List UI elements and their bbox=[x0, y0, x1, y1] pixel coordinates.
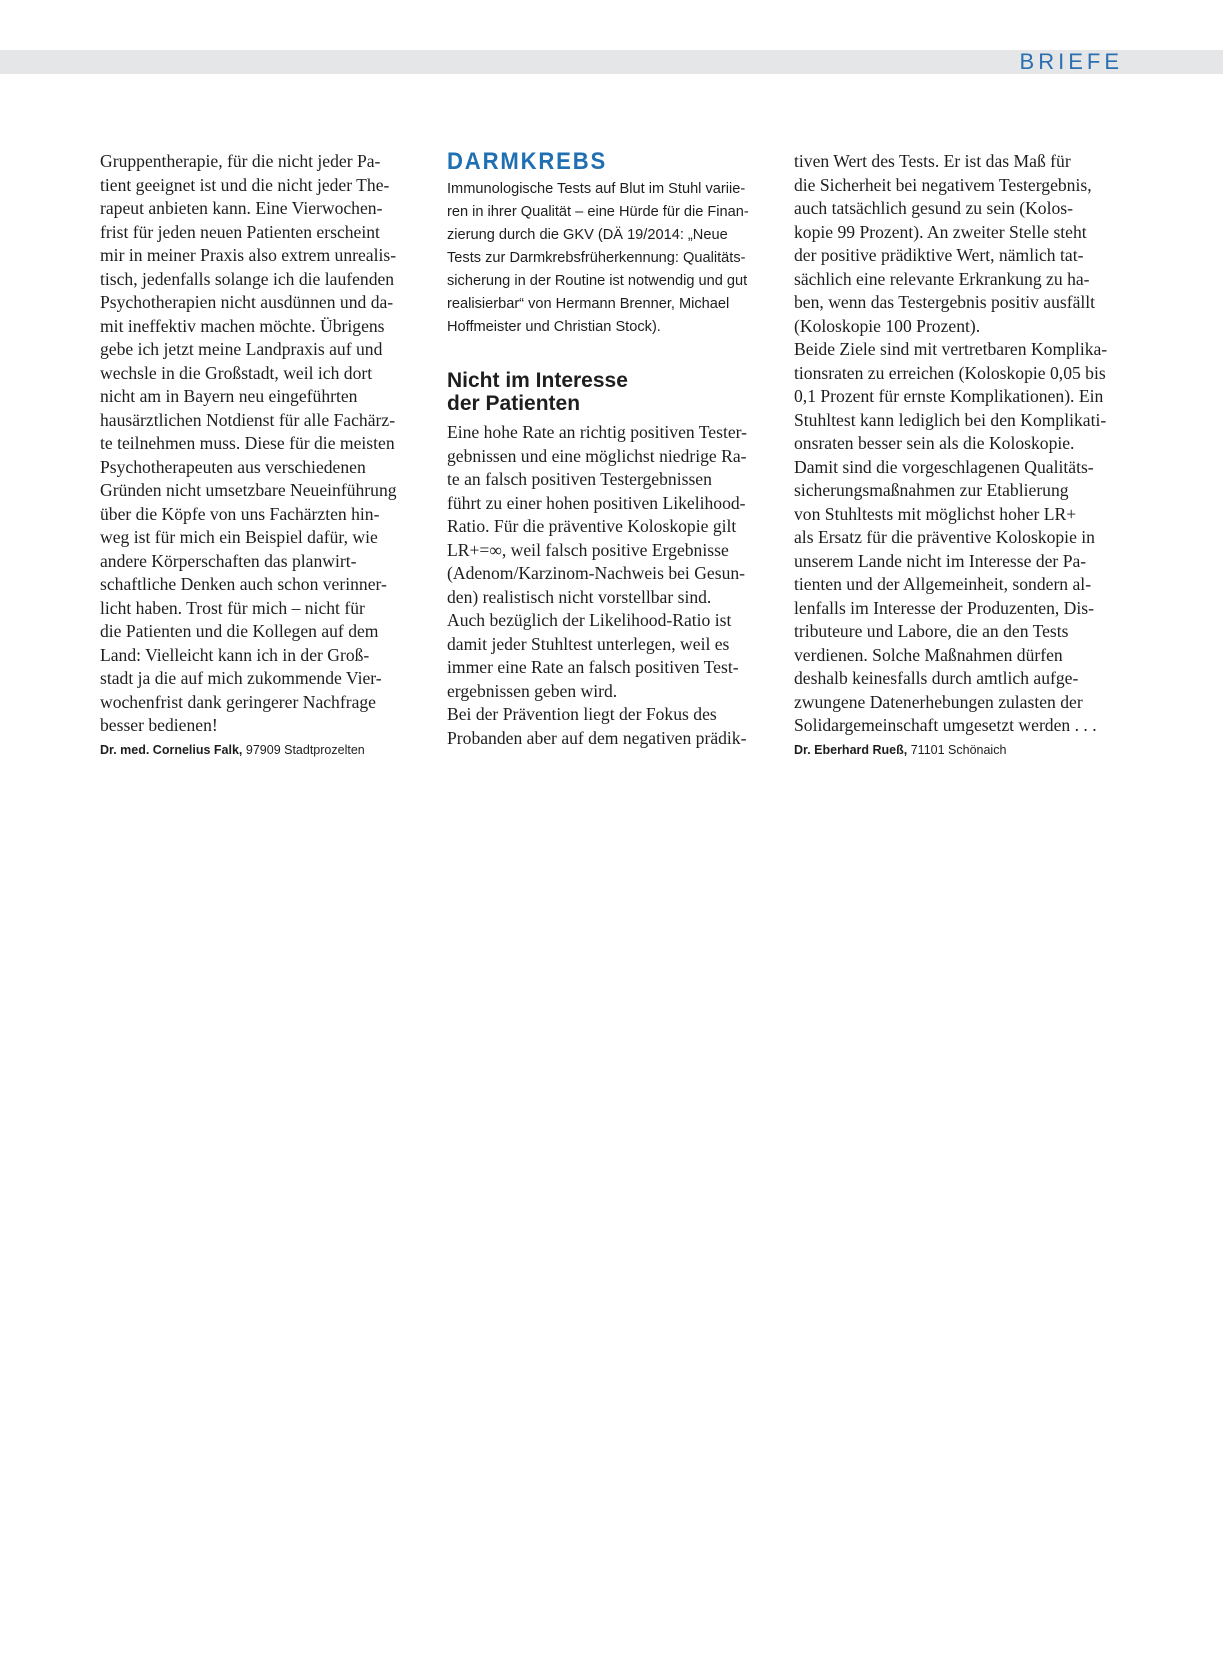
text-line: als Ersatz für die präventive Koloskopie in bbox=[794, 527, 1095, 547]
letter-body bbox=[794, 150, 1124, 738]
text-line: Ratio. Für die präventive Koloskopie gilt bbox=[447, 516, 737, 536]
signature-name: Dr. Eberhard Rueß, bbox=[794, 742, 908, 757]
text-line: Gruppentherapie, für die nicht jeder Pa- bbox=[100, 151, 381, 171]
headline-line: der Patienten bbox=[447, 392, 581, 415]
letter-column-3 bbox=[794, 150, 1124, 758]
signature-name: Dr. med. Cornelius Falk, bbox=[100, 742, 243, 757]
lead-line: sicherung in der Routine ist notwendig und gut bbox=[447, 273, 748, 289]
text-line: (Koloskopie 100 Prozent). bbox=[794, 315, 981, 336]
topic-heading: DARMKREBS bbox=[447, 148, 608, 175]
text-line: zwungene Datenerhebungen zulasten der bbox=[794, 691, 1083, 712]
letter-body bbox=[100, 150, 430, 738]
text-line: sächlich eine relevante Erkrankung zu ha- bbox=[794, 268, 1090, 289]
text-line: te an falsch positiven Testergebnissen bbox=[447, 469, 712, 489]
lead-line: Tests zur Darmkrebsfrüherkennung: Qualitäts- bbox=[447, 250, 746, 266]
text-line: ben, wenn das Testergebnis positiv ausfällt bbox=[794, 292, 1096, 312]
text-line: sicherungsmaßnahmen zur Etablierung bbox=[794, 480, 1069, 500]
text-line: wechsle in die Großstadt, weil ich dort bbox=[100, 362, 373, 383]
text-line: Psychotherapien nicht ausdünnen und da- bbox=[100, 292, 394, 312]
text-line: tient geeignet ist und die nicht jeder The- bbox=[100, 174, 390, 195]
text-line: mit ineffektiv machen möchte. Übrigens bbox=[100, 315, 385, 336]
text-line: Beide Ziele sind mit vertretbaren Komplika- bbox=[794, 339, 1108, 359]
text-line: wochenfrist dank geringerer Nachfrage bbox=[100, 691, 376, 712]
text-line: Bei der Prävention liegt der Fokus des bbox=[447, 704, 717, 724]
lead-line: ren in ihrer Qualität – eine Hürde für die Finan- bbox=[447, 204, 749, 220]
text-line: tionsraten zu erreichen (Koloskopie 0,05 bis bbox=[794, 362, 1106, 383]
text-line: Auch bezüglich der Likelihood-Ratio ist bbox=[447, 610, 732, 630]
text-line: mir in meiner Praxis also extrem unrealis- bbox=[100, 245, 397, 265]
text-line: frist für jeden neuen Patienten erscheint bbox=[100, 221, 380, 242]
text-line: schaftliche Denken auch schon verinner- bbox=[100, 574, 387, 594]
section-label: BRIEFE bbox=[1019, 49, 1123, 74]
text-line: (Adenom/Karzinom-Nachweis bei Gesun- bbox=[447, 563, 746, 583]
lead-line: realisierbar“ von Hermann Brenner, Michael bbox=[447, 296, 730, 312]
text-line: unserem Lande nicht im Interesse der Pa- bbox=[794, 550, 1087, 571]
lead-paragraph bbox=[447, 178, 777, 339]
letter-body bbox=[447, 421, 777, 750]
text-line: onsraten besser sein als die Koloskopie. bbox=[794, 433, 1075, 453]
text-line: weg ist für mich ein Beispiel dafür, wie bbox=[100, 527, 378, 547]
text-line: rapeut anbieten kann. Eine Vierwochen- bbox=[100, 198, 383, 218]
letter-column-2 bbox=[447, 150, 777, 750]
text-line: besser bedienen! bbox=[100, 715, 218, 735]
text-line: licht haben. Trost für mich – nicht für bbox=[100, 597, 365, 618]
text-line: auch tatsächlich gesund zu sein (Kolos- bbox=[794, 198, 1073, 218]
text-line: tisch, jedenfalls solange ich die laufenden bbox=[100, 268, 395, 289]
lead-line: zierung durch die GKV (DÄ 19/2014: „Neue bbox=[447, 227, 728, 243]
text-line: te teilnehmen muss. Diese für die meisten bbox=[100, 433, 395, 453]
text-line: nicht am in Bayern neu eingeführten bbox=[100, 386, 358, 406]
text-line: LR+=∞, weil falsch positive Ergebnisse bbox=[447, 539, 729, 560]
text-line: deshalb keinesfalls durch amtlich aufge- bbox=[794, 668, 1079, 688]
text-line: Solidargemeinschaft umgesetzt werden . . . bbox=[794, 715, 1097, 735]
text-line: gebnissen und eine möglichst niedrige Ra- bbox=[447, 445, 747, 466]
text-line: Land: Vielleicht kann ich in der Groß- bbox=[100, 644, 370, 665]
letter-headline bbox=[447, 369, 777, 415]
letter-column-1 bbox=[100, 150, 430, 758]
text-line: Stuhltest kann lediglich bei den Komplikati- bbox=[794, 409, 1107, 430]
text-line: von Stuhltests mit möglichst hoher LR+ bbox=[794, 503, 1077, 524]
text-line: 0,1 Prozent für ernste Komplikationen). Ein bbox=[794, 386, 1104, 406]
text-line: tributeure und Labore, die an den Tests bbox=[794, 621, 1069, 641]
text-line: hausärztlichen Notdienst für alle Fachärz- bbox=[100, 409, 396, 430]
text-line: gebe ich jetzt meine Landpraxis auf und bbox=[100, 339, 383, 359]
text-line: ergebnissen geben wird. bbox=[447, 680, 618, 701]
text-line: die Patienten und die Kollegen auf dem bbox=[100, 621, 379, 641]
text-line: tienten und der Allgemeinheit, sondern al- bbox=[794, 574, 1092, 594]
text-line: Probanden aber auf dem negativen prädik- bbox=[447, 727, 747, 748]
signature bbox=[100, 742, 430, 758]
text-line: über die Köpfe von uns Fachärzten hin- bbox=[100, 503, 380, 524]
lead-line: Immunologische Tests auf Blut im Stuhl variie- bbox=[447, 181, 746, 197]
text-line: tiven Wert des Tests. Er ist das Maß für bbox=[794, 151, 1071, 171]
text-line: Eine hohe Rate an richtig positiven Tester- bbox=[447, 422, 748, 442]
signature-place: 71101 Schönaich bbox=[910, 742, 1007, 757]
text-line: stadt ja die auf mich zukommende Vier- bbox=[100, 668, 382, 688]
text-line: den) realistisch nicht vorstellbar sind. bbox=[447, 586, 712, 607]
signature-place: 97909 Stadtprozelten bbox=[245, 742, 365, 757]
text-line: Gründen nicht umsetzbare Neueinführung bbox=[100, 480, 397, 500]
lead-line: Hoffmeister und Christian Stock). bbox=[447, 319, 661, 335]
text-line: verdienen. Solche Maßnahmen dürfen bbox=[794, 644, 1063, 665]
text-line: Damit sind die vorgeschlagenen Qualitäts- bbox=[794, 456, 1094, 477]
text-line: damit jeder Stuhltest unterlegen, weil es bbox=[447, 633, 730, 654]
text-line: Psychotherapeuten aus verschiedenen bbox=[100, 456, 366, 477]
signature bbox=[794, 742, 1124, 758]
text-line: kopie 99 Prozent). An zweiter Stelle steht bbox=[794, 221, 1087, 242]
text-line: lenfalls im Interesse der Produzenten, Dis- bbox=[794, 597, 1094, 618]
text-line: andere Körperschaften das planwirt- bbox=[100, 550, 357, 571]
text-line: der positive prädiktive Wert, nämlich tat- bbox=[794, 245, 1084, 265]
text-line: führt zu einer hohen positiven Likelihood- bbox=[447, 492, 746, 513]
text-line: immer eine Rate an falsch positiven Test- bbox=[447, 657, 739, 677]
text-line: die Sicherheit bei negativem Testergebnis, bbox=[794, 174, 1092, 195]
headline-line: Nicht im Interesse bbox=[447, 369, 628, 392]
